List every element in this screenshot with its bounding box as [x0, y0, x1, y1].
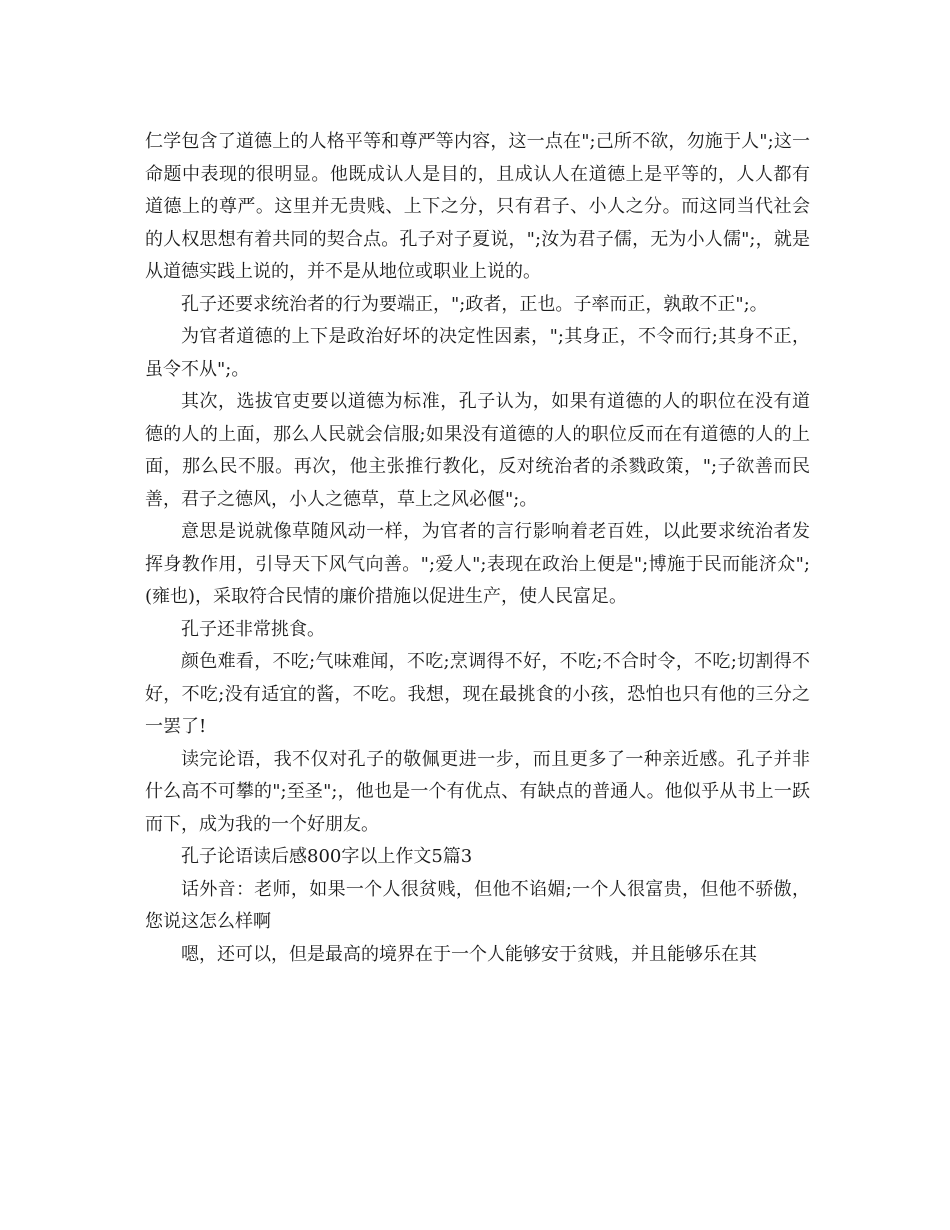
- paragraph: 意思是说就像草随风动一样，为官者的言行影响着老百姓，以此要求统治者发挥身教作用，引导天下风气向善。";爱人";表现在政治上便是";博施于民而能济众";(雍也)，采取符合民情的廉价措施以促进生产，使人民富足。: [145, 521, 810, 607]
- paragraph: 颜色难看，不吃;气味难闻，不吃;烹调得不好，不吃;不合时令，不吃;切割得不好，不吃;没有适宜的酱，不吃。我想，现在最挑食的小孩，恐怕也只有他的三分之一罢了!: [145, 651, 810, 737]
- paragraph: 读完论语，我不仅对孔子的敬佩更进一步，而且更多了一种亲近感。孔子并非什么高不可攀的";至圣";，他也是一个有优点、有缺点的普通人。他似乎从书上一跃而下，成为我的一个好朋友。: [145, 748, 810, 835]
- paragraph: 其次，选拔官吏要以道德为标准，孔子认为，如果有道德的人的职位在没有道德的人的上面，那么人民就会信服;如果没有道德的人的职位反而在有道德的人的上面，那么民不服。再次，他主张推行教化，反对统治者的杀戮政策，";子欲善而民善，君子之德风，小人之德草，草上之风必偃";。: [145, 391, 810, 510]
- paragraph: 孔子还要求统治者的行为要端正，";政者，正也。子率而正，孰敢不正";。: [181, 293, 768, 315]
- paragraph: 孔子还非常挑食。: [181, 618, 325, 640]
- paragraph: 嗯，还可以，但是最高的境界在于一个人能够安于贫贱，并且能够乐在其: [181, 943, 757, 965]
- paragraph: 话外音：老师，如果一个人很贫贱，但他不谄媚;一个人很富贵，但他不骄傲，您说这怎么样啊: [145, 878, 810, 932]
- section-heading: 孔子论语读后感800字以上作文5篇3: [181, 846, 473, 867]
- document-body: [145, 126, 810, 971]
- paragraph: 仁学包含了道德上的人格平等和尊严等内容，这一点在";己所不欲，勿施于人";这一命题中表现的很明显。他既成认人是目的，且成认人在道德上是平等的，人人都有道德上的尊严。这里并无贵贱、上下之分，只有君子、小人之分。而这同当代社会的人权思想有着共同的契合点。孔子对子夏说，";汝为君子儒，无为小人儒";，就是从道德实践上说的，并不是从地位或职业上说的。: [145, 131, 810, 282]
- paragraph: 为官者道德的上下是政治好坏的决定性因素，";其身正，不令而行;其身不正，虽令不从";。: [145, 326, 810, 380]
